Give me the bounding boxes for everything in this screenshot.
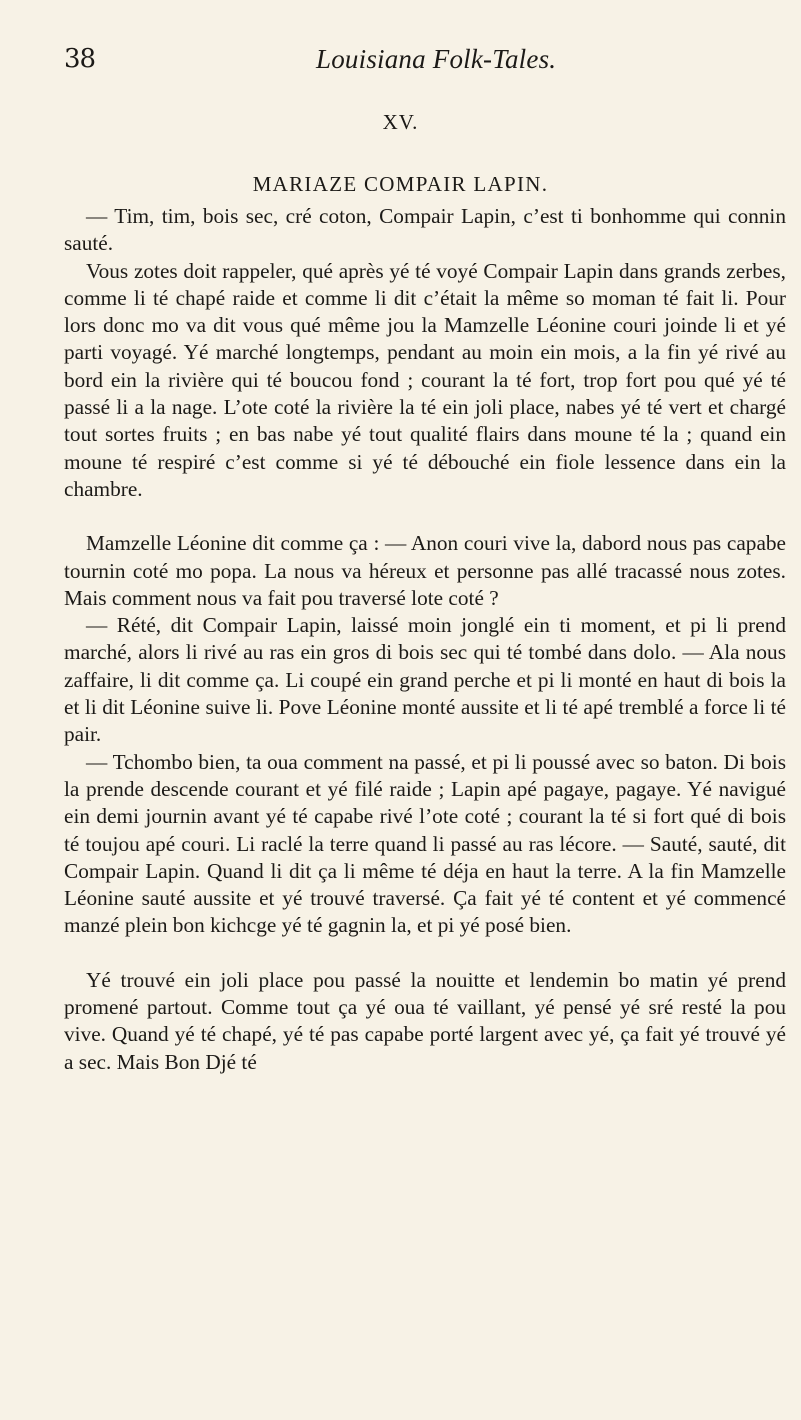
running-title: Louisiana Folk-Tales.: [316, 44, 557, 74]
body-text: [64, 203, 786, 1076]
paragraph-gap: [64, 503, 786, 530]
paragraph-6: Yé trouvé ein joli place pou passé la nouitte et lendemin bo matin yé prend promené partout. Comme tout ça yé oua té vaillant, yé pensé yé sré resté la pou vive. Quand yé té chapé, yé té pas capabe porté largent avec yé, ça fait yé trouvé yé a sec. Mais Bon Djé té: [64, 967, 786, 1074]
running-head: [64, 44, 764, 84]
paragraph-gap: [64, 940, 786, 967]
paragraph-3: Mamzelle Léonine dit comme ça : — Anon couri vive la, dabord nous pas capabe tournin coté mo popa. La nous va héreux et personne pas allé tracassé nous zotes. Mais comment nous va fait pou traversé lote coté ?: [64, 531, 786, 610]
chapter-number: XV.: [382, 110, 419, 134]
paragraph-4: — Rété, dit Compair Lapin, laissé moin jonglé ein ti moment, et pi li prend marché, alors li rivé au ras ein gros di bois sec qui té tombé dans dolo. — Ala nous zaffaire, li dit comme ça. Li coupé ein grand perche et pi li monté en haut di bois la et li dit Léonine suive li. Pove Léonine monté aussite et li té apé tremblé a force li té pair.: [64, 613, 786, 747]
paragraph-5: — Tchombo bien, ta oua comment na passé, et pi li poussé avec so baton. Di bois la prende descende courant et yé filé raide ; Lapin apé pagaye, pagaye. Yé navigué ein demi journin avant yé té capabe rivé l’ote coté ; courant la té si fort qué di bois té toujou apé couri. Li raclé la terre quand li passé au ras lécore. — Sauté, sauté, dit Compair Lapin. Quand li dit ça li même té déja en haut la terre. A la fin Mamzelle Léonine sauté aussite et yé trouvé traversé. Ça fait yé té content et yé commencé manzé plein bon kichcge yé té gagnin la, et pi yé posé bien.: [64, 749, 786, 938]
page-number: 38: [64, 44, 96, 74]
paragraph-2: Vous zotes doit rappeler, qué après yé té voyé Compair Lapin dans grands zerbes, comme li té chapé raide et comme li dit c’était la même so moman té fait li. Pour lors donc mo va dit vous qué même jou la Mamzelle Léonine couri joinde li et yé parti voyagé. Yé marché longtemps, pendant au moin ein mois, a la fin yé rivé au bord ein la rivière qui té boucou fond ; courant la té fort, trop fort pou qué yé té passé li a la nage. L’ote coté la rivière la té ein joli place, nabes yé té vert et chargé tout sortes fruits ; en bas nabe yé tout qualité flairs dans moune té la ; quand ein moune té respiré c’est comme si yé té débouché ein fiole lessence dans ein la chambre.: [64, 258, 786, 501]
chapter-title: MARIAZE COMPAIR LAPIN.: [252, 172, 549, 196]
paragraph-1: — Tim, tim, bois sec, cré coton, Compair Lapin, c’est ti bonhomme qui connin sauté.: [64, 204, 786, 256]
